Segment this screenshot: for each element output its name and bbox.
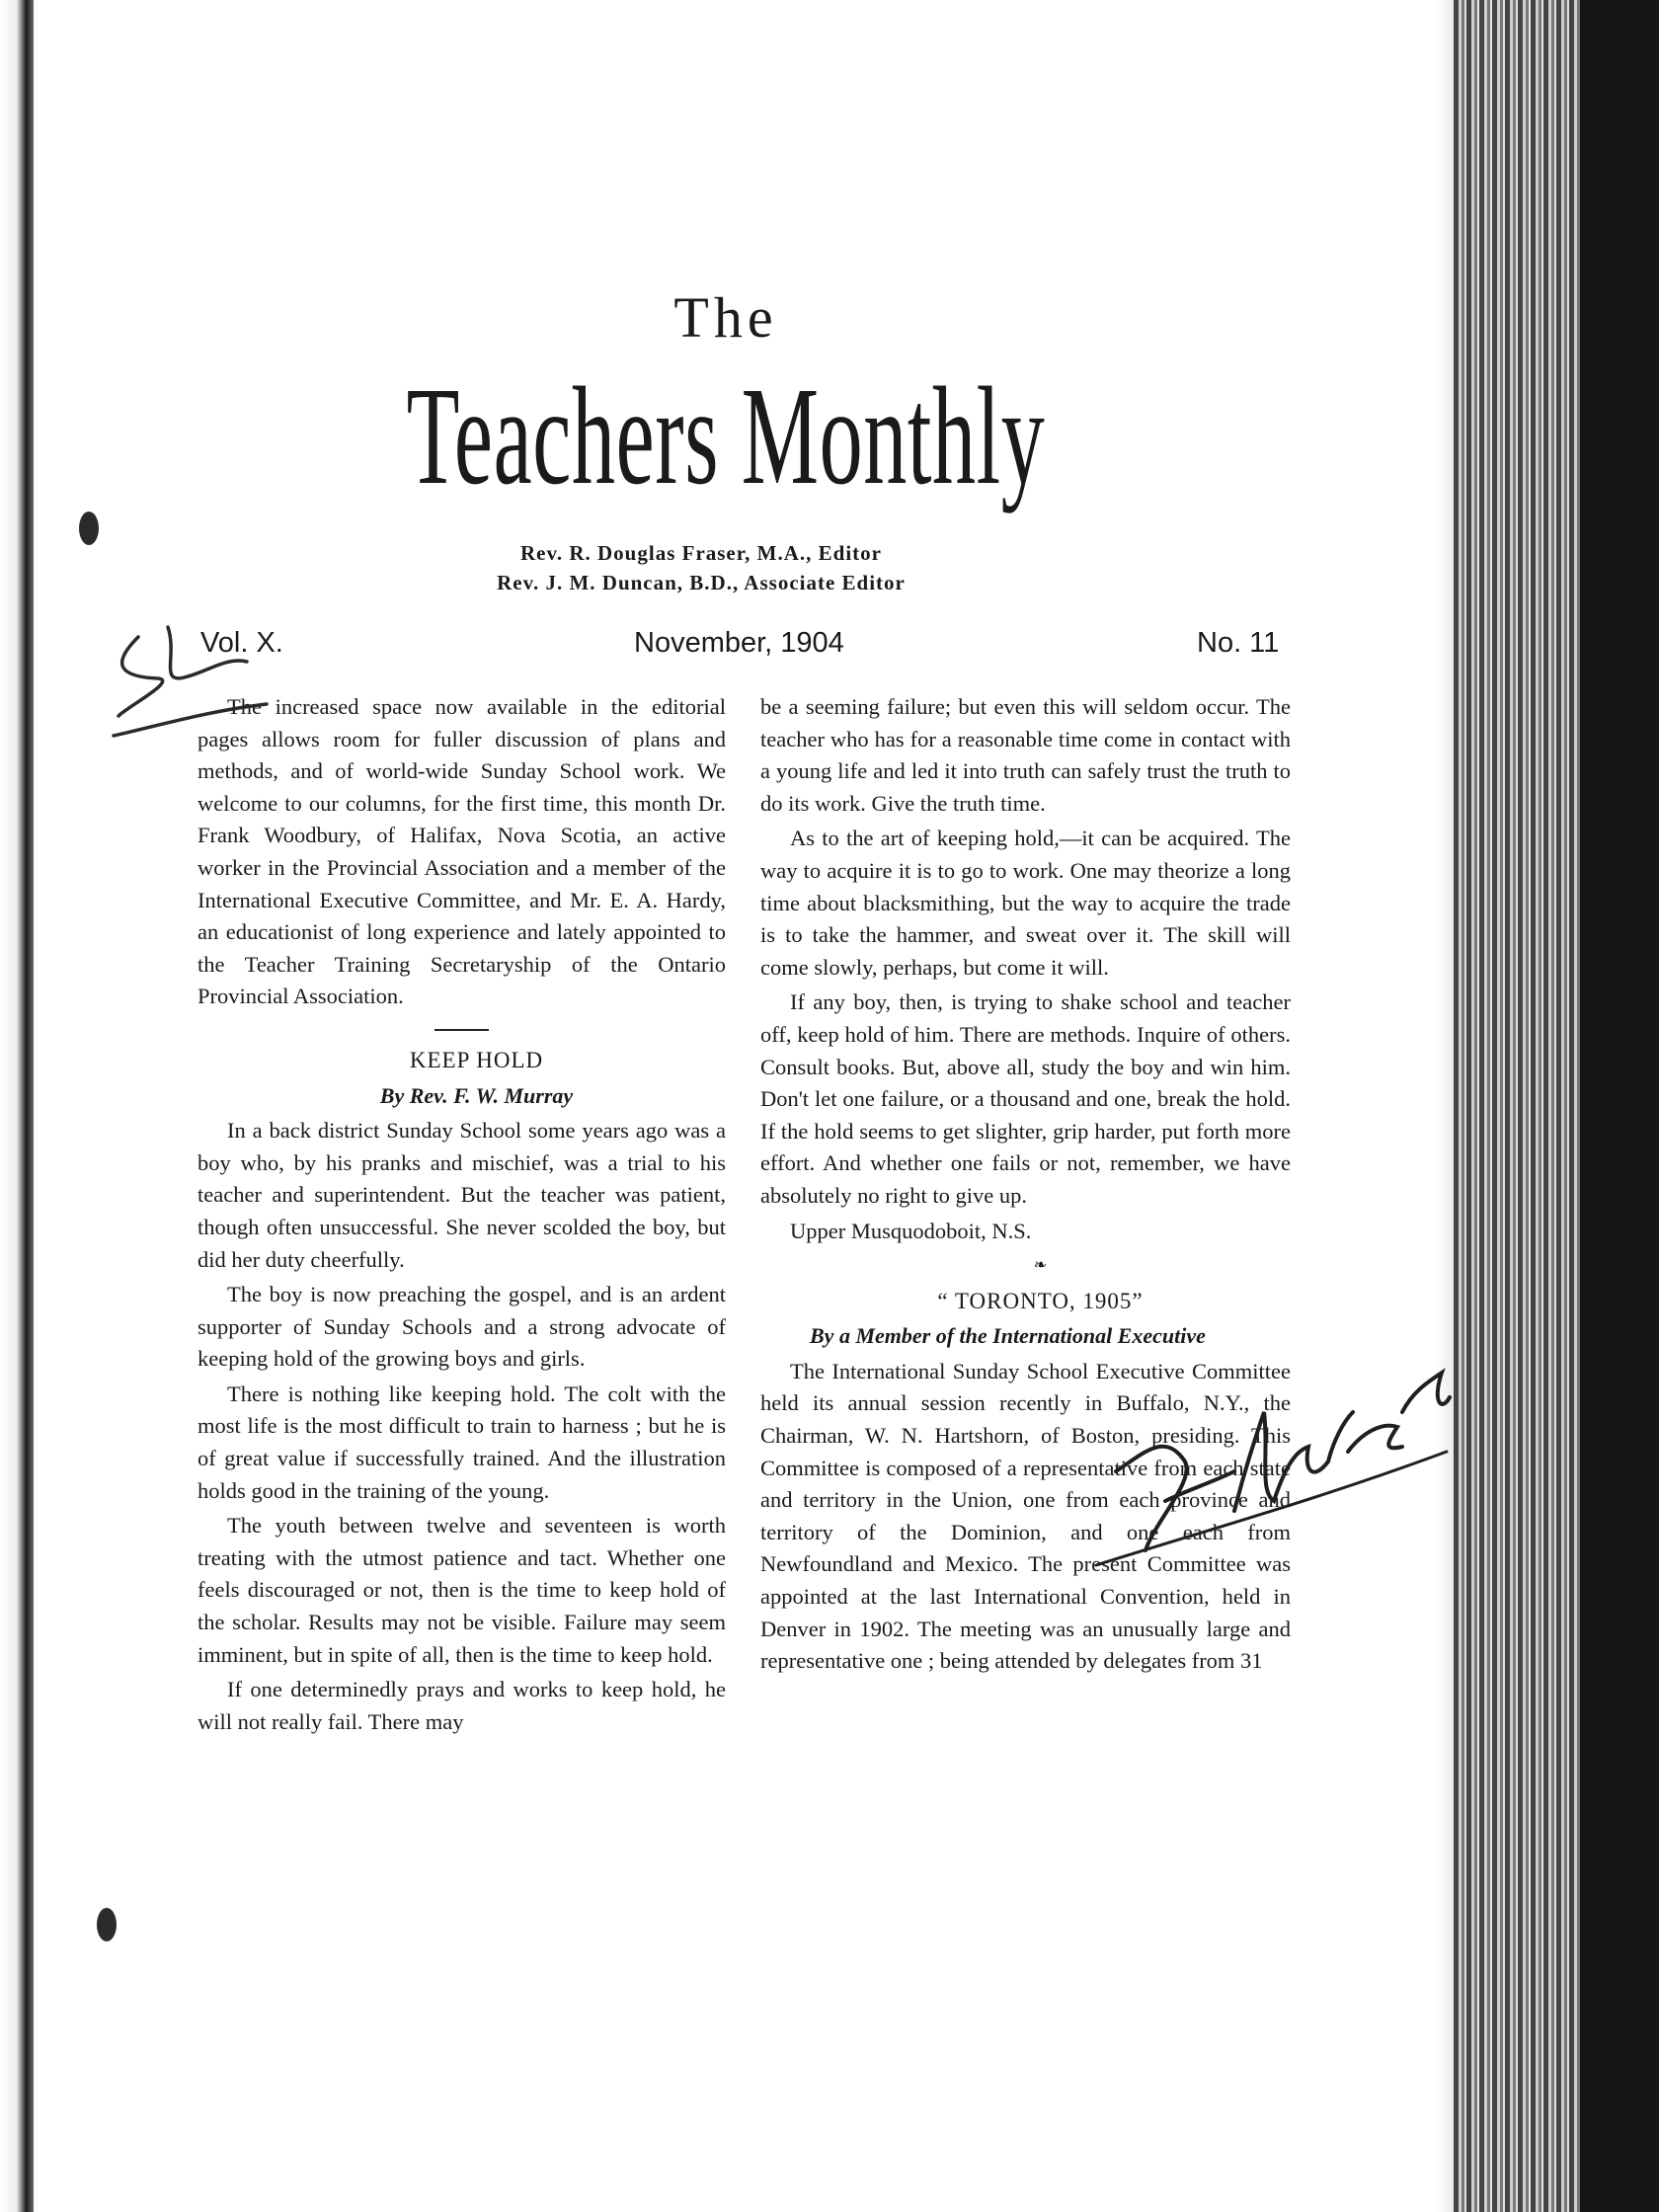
issue-number: No. 11	[1197, 627, 1280, 659]
binder-hole-top	[79, 512, 99, 545]
binder-hole-bottom	[97, 1908, 117, 1941]
editor-line: Rev. R. Douglas Fraser, M.A., Editor	[520, 541, 882, 565]
ornament-divider: ❧	[1033, 1257, 1048, 1275]
article2-byline: By a Member of the International Executive	[810, 1323, 1206, 1349]
right-column	[760, 691, 1291, 1678]
left-column	[198, 691, 726, 1738]
article-continuation: be a seeming failure; but even this will seldom occur. The teacher who has for a reasonable time come in contact with a young life and led it into truth can safely trust the truth to do its work. Give the truth time.	[760, 694, 1291, 816]
article-paragraph: If one determinedly prays and works to keep hold, he will not really fail. There may	[198, 1677, 726, 1734]
volume-label: Vol. X.	[200, 627, 283, 659]
masthead-the: The	[673, 285, 778, 350]
article-heading: KEEP HOLD	[409, 1047, 544, 1072]
article-byline: By Rev. F. W. Murray	[379, 1082, 574, 1108]
article-paragraph: In a back district Sunday School some years ago was a boy who, by his pranks and mischief, was a trial to his teacher and superintendent. But the teacher was patient, though often unsuccessful. She never scolded the boy, but did her duty cheerfully.	[198, 1118, 726, 1272]
section-divider	[434, 1029, 489, 1031]
left-binding-edge	[0, 0, 34, 2212]
editorial-intro: The increased space now available in the editorial pages allows room for fuller discussion of plans and methods, and of world-wide Sunday School work. We welcome to our columns, for the first time, this month Dr. Frank Woodbury, of Halifax, Nova Scotia, an active worker in the Provincial Association and a member of the International Executive Committee, and Mr. E. A. Hardy, an educationist of long experience and lately appointed to the Teacher Training Secretaryship of the Ontario Provincial Association.	[198, 694, 726, 1009]
article-paragraph: There is nothing like keeping hold. The colt with the most life is the most difficult to train to harness ; but he is of great value if successfully trained. And the illustration holds good in the training of the young.	[198, 1381, 726, 1503]
article2-heading: “ TORONTO, 1905”	[937, 1288, 1144, 1313]
issue-date: November, 1904	[634, 627, 844, 659]
article2-paragraph: The International Sunday School Executive Committee held its annual session recently in Buffalo, N.Y., the Chairman, W. N. Hartshorn, of Boston, presiding. This Committee is composed of a representative from each state and territory in the Union, one from each province and territory of the Dominion, and one each from Newfoundland and Mexico. The present Committee was appointed at the last International Convention, held in Denver in 1902. The meeting was an unusually large and representative one ; being attended by delegates from 31	[760, 1358, 1291, 1674]
masthead-title: Teachers Monthly	[406, 357, 1046, 514]
article-place: Upper Musquodoboit, N.S.	[790, 1218, 1032, 1243]
article-paragraph: The boy is now preaching the gospel, and is an ardent supporter of Sunday Schools and a strong advocate of keeping hold of the growing boys and girls.	[198, 1282, 726, 1372]
associate-editor-line: Rev. J. M. Duncan, B.D., Associate Editor	[497, 571, 906, 594]
article-paragraph: The youth between twelve and seventeen is worth treating with the utmost patience and tact. Whether one feels discouraged or not, then is the time to keep hold of the scholar. Results may not be visible. Failure may seem imminent, but in spite of all, then is the time to keep hold.	[198, 1513, 726, 1667]
right-dark-edge	[1580, 0, 1659, 2212]
article-paragraph: If any boy, then, is trying to shake school and teacher off, keep hold of him. There are methods. Inquire of others. Consult books. But, above all, study the boy and win him. Don't let one failure, or a thousand and one, break the hold. If the hold seems to get slighter, grip harder, put forth more effort. And whether one fails or not, remember, we have absolutely no right to give up.	[760, 989, 1291, 1208]
article-paragraph: As to the art of keeping hold,—it can be acquired. The way to acquire it is to go to work. One may theorize a long time about blacksmithing, but the way to acquire the trade is to take the hammer, and sweat over it. The skill will come slowly, perhaps, but come it will.	[760, 826, 1291, 980]
